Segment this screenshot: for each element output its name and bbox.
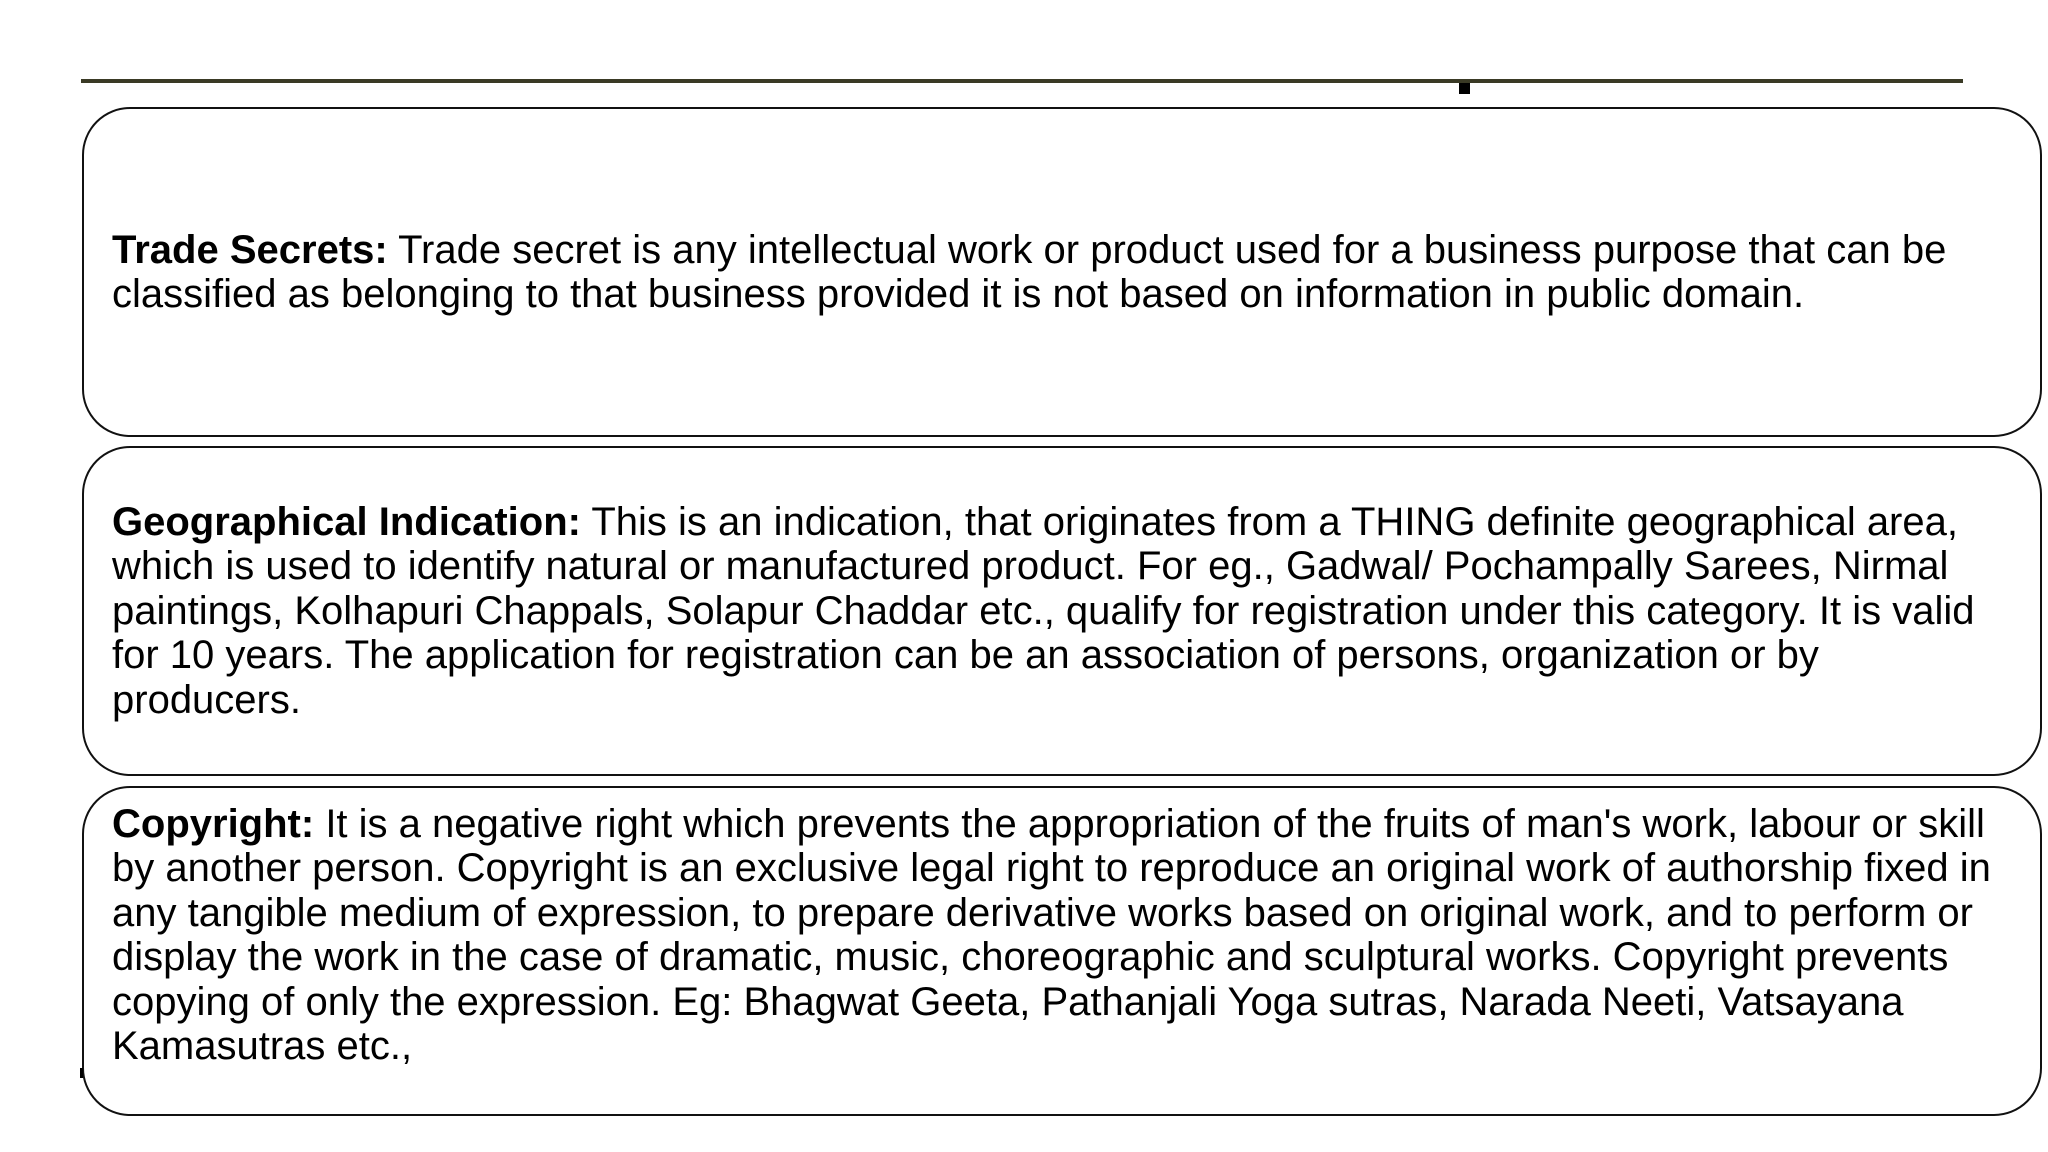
geographical-indication-term: Geographical Indication: [112, 499, 581, 544]
copyright-card [82, 786, 2042, 1116]
geographical-indication-description: This is an indication, that originates from a THING definite geographical area, which is used to identify natural or manufactured product. For eg., Gadwal/ Pochampally Sarees, Nirmal paintings, Kolhapuri Chappals, Solapur Chaddar etc., qualify for registration under this category. It is valid for 10 years. The application for registration can be an association of persons, organization or by producers. [112, 499, 1975, 722]
divider-marker [1459, 83, 1470, 94]
geographical-indication-text [112, 500, 2012, 723]
trade-secrets-description: Trade secret is any intellectual work or product used for a business purpose that can be classified as belonging to that business provided it is not based on information in public domain. [112, 227, 1947, 316]
copyright-text [112, 802, 2012, 1069]
copyright-term: Copyright: [112, 801, 315, 846]
trade-secrets-text [112, 228, 2012, 317]
trade-secrets-term: Trade Secrets: [112, 227, 388, 272]
title-divider-line [81, 79, 1963, 83]
geographical-indication-card [82, 446, 2042, 776]
copyright-description: It is a negative right which prevents the appropriation of the fruits of man's work, labour or skill by another person. Copyright is an exclusive legal right to reproduce an original work of authorship fixed in any tangible medium of expression, to prepare derivative works based on original work, and to perform or display the work in the case of dramatic, music, choreographic and sculptural works. Copyright prevents copying of only the expression. Eg: Bhagwat Geeta, Pathanjali Yoga sutras, Narada Neeti, Vatsayana Kamasutras etc., [112, 801, 1991, 1068]
trade-secrets-card [82, 107, 2042, 437]
stray-mark [80, 1068, 83, 1078]
